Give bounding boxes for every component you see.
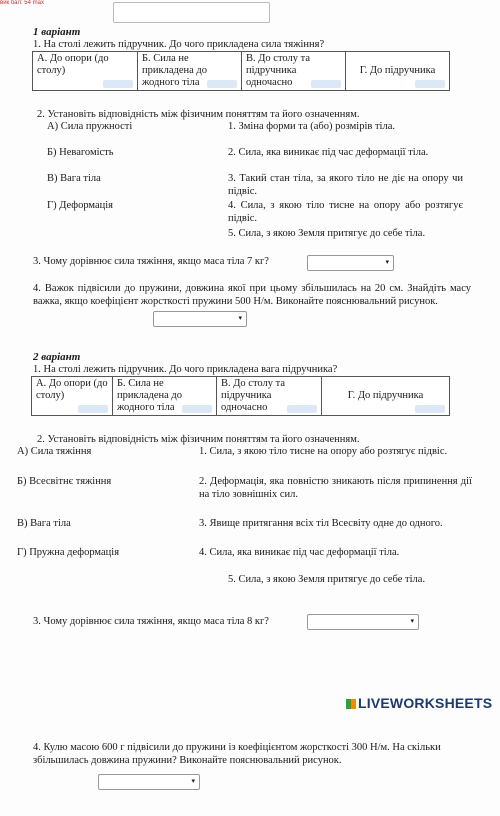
- v1-q1: 1. На столі лежить підручник. До чого прикладена сила тяжіння?: [33, 39, 325, 50]
- v1-right-3: 3. Такий стан тіла, за якого тіло не діє на опору чи підвіс.: [228, 173, 463, 197]
- v2-right-1: 1. Сила, з якою тіло тисне на опору або розтягує підвіс.: [199, 446, 448, 457]
- chevron-down-icon: ▾: [385, 258, 389, 266]
- v1-left-d: Г) Деформація: [47, 200, 114, 211]
- v2-option-a: [32, 377, 113, 416]
- v1-q4: 4. Важок підвісили до пружини, довжина якої при цьому збільшилась на 20 см. Знайдіть масу важка, якщо коефіцієнт жорсткості пружини 500 Н/м. Виконайте пояснювальний рисунок.: [33, 283, 471, 307]
- v2-answer-blank-a[interactable]: [78, 405, 108, 413]
- liveworksheets-logo-icon: [346, 699, 356, 709]
- v1-left-a: А) Сила пружності: [47, 121, 133, 132]
- v2-option-d: [322, 377, 450, 416]
- v1-right-2: 2. Сила, яка виникає під час деформації тіла.: [228, 147, 429, 158]
- v1-options-table: [32, 51, 450, 91]
- v2-left-d: Г) Пружна деформація: [17, 547, 120, 558]
- v2-option-b: [113, 377, 217, 416]
- v2-q1: 1. На столі лежить підручник. До чого прикладена вага підручника?: [33, 364, 338, 375]
- v2-left-a: А) Сила тяжіння: [17, 446, 92, 457]
- v1-q3-dropdown[interactable]: [307, 255, 394, 271]
- v2-right-4: 4. Сила, яка виникає під час деформації тіла.: [199, 547, 400, 558]
- v1-option-b-text: Б. Сила не прикладена до жодного тіла: [142, 53, 207, 88]
- v2-right-5: 5. Сила, з якою Земля притягує до себе тіла.: [228, 574, 426, 585]
- v1-left-c: В) Вага тіла: [47, 173, 101, 184]
- variant-2-title: 2 варіант: [33, 351, 81, 363]
- v1-option-c-text: В. До столу та підручника одночасно: [246, 53, 311, 88]
- chevron-down-icon: ▾: [238, 314, 242, 322]
- v1-answer-blank-c[interactable]: [311, 80, 341, 88]
- v2-left-b: Б) Всесвітнє тяжіння: [17, 476, 112, 487]
- v2-options-table: [31, 376, 450, 416]
- v2-right-3: 3. Явище притягання всіх тіл Всесвіту одне до одного.: [199, 518, 443, 529]
- v1-q2: 2. Установіть відповідність між фізичним поняттям та його означенням.: [37, 109, 360, 120]
- v2-q3: 3. Чому дорівнює сила тяжіння, якщо маса тіла 8 кг?: [33, 616, 269, 627]
- v2-left-c: В) Вага тіла: [17, 518, 71, 529]
- v1-option-d: [346, 52, 450, 91]
- v1-left-b: Б) Невагомість: [47, 147, 114, 158]
- name-input[interactable]: [113, 2, 270, 23]
- v2-option-b-text: Б. Сила не прикладена до жодного тіла: [117, 378, 182, 413]
- chevron-down-icon: ▾: [410, 617, 414, 625]
- chevron-down-icon: ▾: [191, 777, 195, 785]
- v1-option-b: [138, 52, 242, 91]
- top-note: вик бал: 54 max: [0, 0, 44, 6]
- v1-right-4: 4. Сила, з якою тіло тисне на опору або розтягує підвіс.: [228, 200, 463, 224]
- v1-answer-blank-d[interactable]: [415, 80, 445, 88]
- variant-1-title: 1 варіант: [33, 26, 81, 38]
- v2-option-a-text: А. До опори (до столу): [36, 378, 108, 401]
- v1-answer-blank-b[interactable]: [207, 80, 237, 88]
- v1-right-1: 1. Зміна форми та (або) розмірів тіла.: [228, 121, 395, 132]
- v1-answer-blank-a[interactable]: [103, 80, 133, 88]
- liveworksheets-logo-text: LIVEWORKSHEETS: [358, 695, 493, 711]
- v1-option-a-text: А. До опори (до столу): [37, 53, 109, 76]
- v1-option-c: [242, 52, 346, 91]
- v2-option-d-text: Г. До підручника: [347, 390, 424, 401]
- v1-right-5: 5. Сила, з якою Земля притягує до себе тіла.: [228, 228, 426, 239]
- v2-answer-blank-c[interactable]: [287, 405, 317, 413]
- v2-q4: 4. Кулю масою 600 г підвісили до пружини із коефіцієнтом жорсткості 300 Н/м. На скільки збільшилась довжина пружини? Виконайте пояснювальний рисунок.: [33, 742, 441, 766]
- liveworksheets-logo: [346, 695, 492, 711]
- v2-option-c: [217, 377, 322, 416]
- v2-q3-dropdown[interactable]: [307, 614, 419, 630]
- v2-option-c-text: В. До столу та підручника одночасно: [221, 378, 286, 413]
- v1-q3: 3. Чому дорівнює сила тяжіння, якщо маса тіла 7 кг?: [33, 256, 269, 267]
- v2-answer-blank-d[interactable]: [415, 405, 445, 413]
- v2-q4-dropdown[interactable]: [98, 774, 200, 790]
- v2-q2: 2. Установіть відповідність між фізичним поняттям та його означенням.: [37, 434, 360, 445]
- v2-answer-blank-b[interactable]: [182, 405, 212, 413]
- v2-right-2: 2. Деформація, яка повністю зникають після припинення дії на тіло зовнішніх сил.: [199, 476, 472, 500]
- v1-q4-dropdown[interactable]: [153, 311, 247, 327]
- v1-option-a: [33, 52, 138, 91]
- v1-option-d-text: Г. До підручника: [359, 65, 436, 76]
